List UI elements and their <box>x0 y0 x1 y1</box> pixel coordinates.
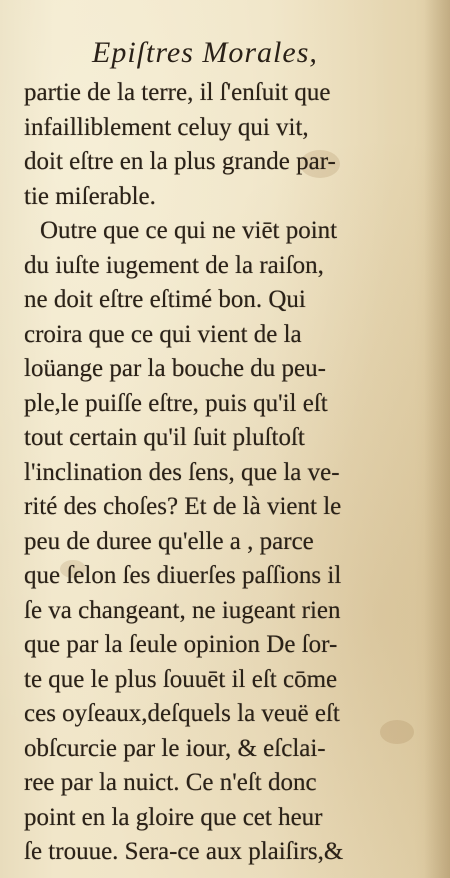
text-line: peu de duree qu'elle a , parce <box>24 527 314 555</box>
text-line: tie miſerable. <box>24 182 156 210</box>
text-line: croira que ce qui vient de la <box>24 320 302 348</box>
text-line: ree par la nuict. Ce n'eſt donc <box>24 769 317 796</box>
text-line: rité des choſes? Et de là vient le <box>24 493 342 520</box>
text-line: ſe trouue. Sera-ce aux plaiſirs,& <box>24 838 344 865</box>
text-line: loüange par la bouche du peu- <box>24 355 326 382</box>
text-line: doit eſtre en la plus grande par- <box>24 148 336 175</box>
text-line: te que le plus ſouuēt il eſt cōme <box>24 665 338 693</box>
text-line: que ſelon ſes diuerſes paſſions il <box>24 562 342 589</box>
text-line: Outre que ce qui ne viēt point <box>40 217 338 244</box>
text-line: ces oyſeaux,deſquels la veuë eſt <box>24 700 340 727</box>
text-line: ne doit eſtre eſtimé bon. Qui <box>24 286 306 313</box>
text-line: que par la ſeule opinion De ſor- <box>24 631 338 658</box>
text-line: infailliblement celuy qui vit, <box>24 113 309 141</box>
text-line: partie de la terre, il ſ'enſuit que <box>24 79 331 106</box>
text-line: point en la gloire que cet heur <box>24 803 323 831</box>
page-edge-shadow <box>424 0 450 878</box>
text-line: l'inclination des ſens, que la ve- <box>24 458 340 486</box>
text-line: ſe va changeant, ne iugeant rien <box>24 596 341 624</box>
text-line: du iuſte iugement de la raiſon, <box>24 251 324 279</box>
body-text <box>24 76 404 870</box>
text-line: tout certain qu'il ſuit pluſtoſt <box>24 424 305 451</box>
text-line: ple,le puiſſe eſtre, puis qu'il eſt <box>24 389 328 417</box>
text-line: obſcurcie par le iour, & eſclai- <box>24 734 326 762</box>
running-head: Epiſtres Morales, <box>92 36 318 69</box>
